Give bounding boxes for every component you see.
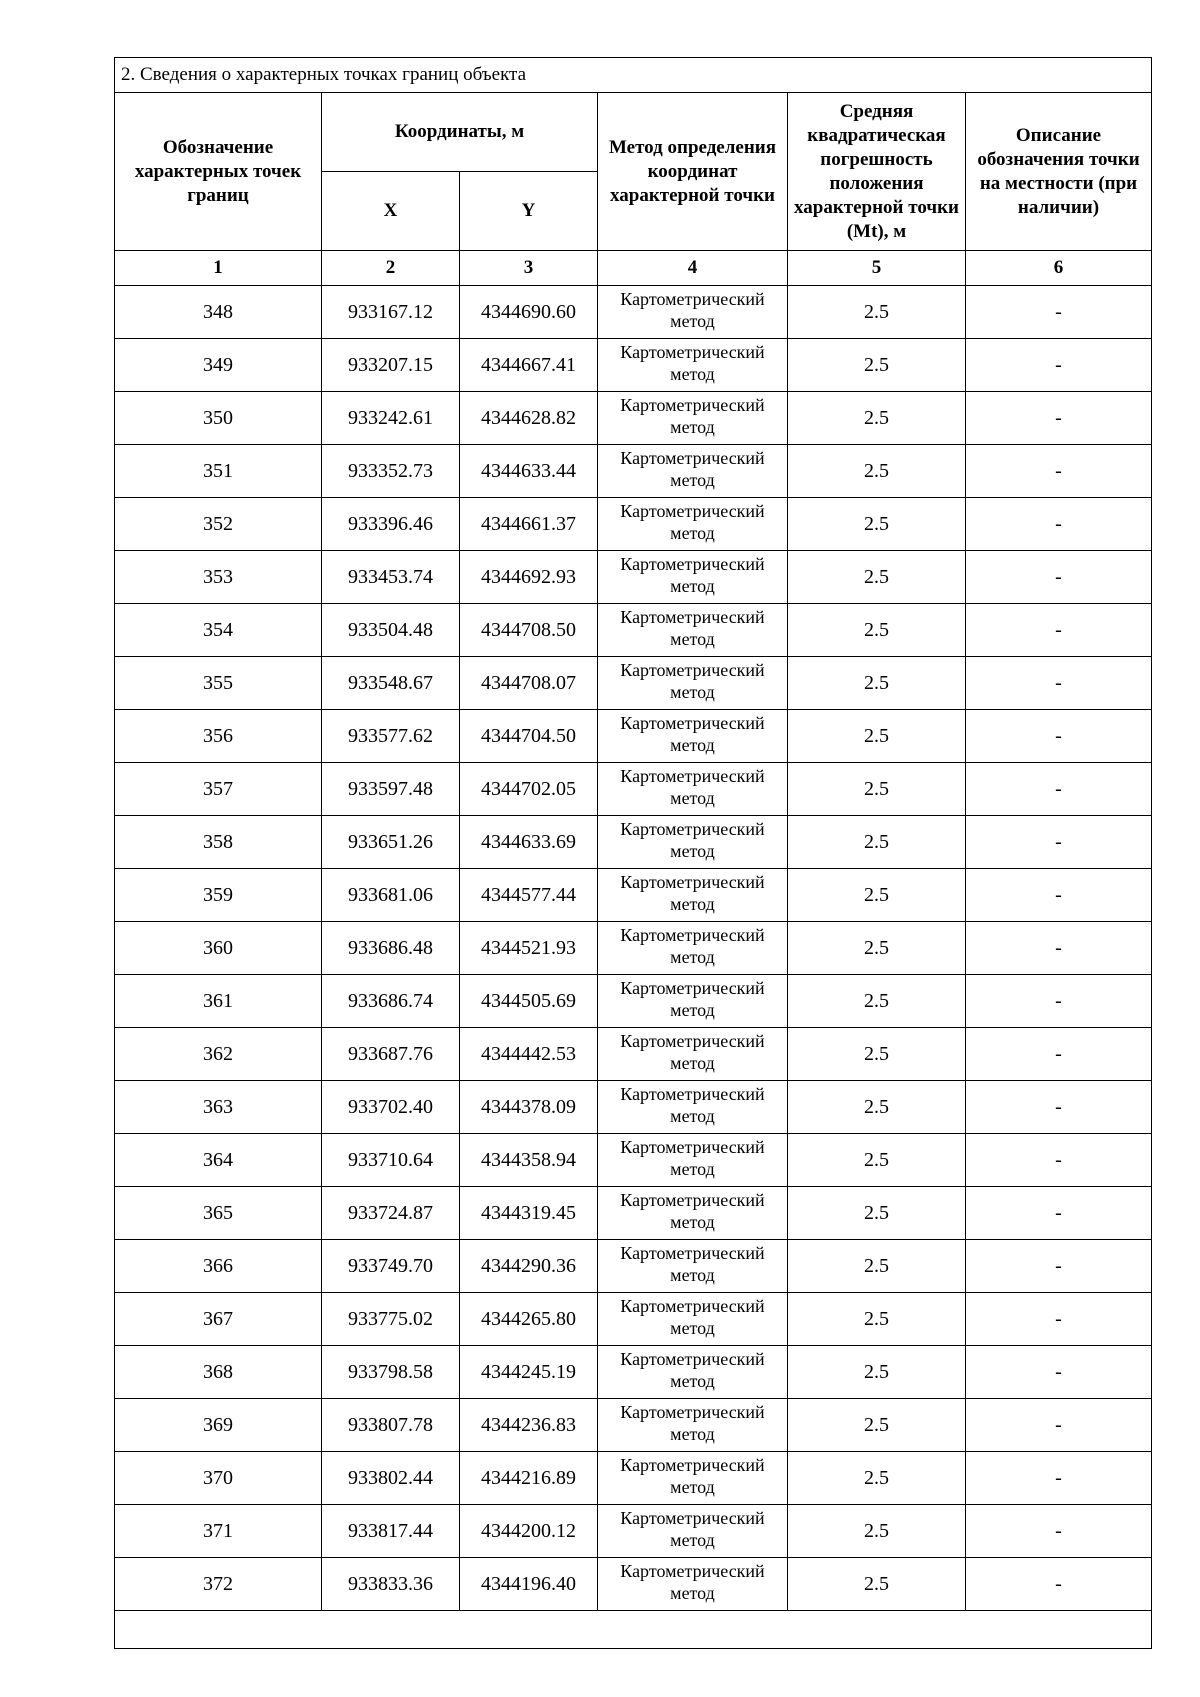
point-id: 367 xyxy=(115,1293,322,1346)
coord-x: 933396.46 xyxy=(322,498,460,551)
method-line-2: метод xyxy=(670,1212,715,1232)
table-row xyxy=(115,922,1152,975)
coord-y: 4344702.05 xyxy=(460,763,598,816)
method-line-1: Картометрический xyxy=(620,1243,765,1263)
table-row xyxy=(115,1240,1152,1293)
mean-error: 2.5 xyxy=(788,710,966,763)
mean-error: 2.5 xyxy=(788,657,966,710)
table-row xyxy=(115,1134,1152,1187)
mean-error: 2.5 xyxy=(788,1134,966,1187)
point-id: 359 xyxy=(115,869,322,922)
mean-error: 2.5 xyxy=(788,1187,966,1240)
point-description: - xyxy=(966,1187,1152,1240)
column-number: 5 xyxy=(788,251,966,286)
coord-y: 4344442.53 xyxy=(460,1028,598,1081)
coord-y: 4344704.50 xyxy=(460,710,598,763)
table-row xyxy=(115,551,1152,604)
method xyxy=(598,551,788,604)
point-description: - xyxy=(966,657,1152,710)
point-id: 363 xyxy=(115,1081,322,1134)
point-id: 358 xyxy=(115,816,322,869)
point-description: - xyxy=(966,1240,1152,1293)
point-description: - xyxy=(966,816,1152,869)
mean-error: 2.5 xyxy=(788,1505,966,1558)
coord-x: 933724.87 xyxy=(322,1187,460,1240)
point-id: 362 xyxy=(115,1028,322,1081)
mean-error: 2.5 xyxy=(788,1346,966,1399)
point-id: 348 xyxy=(115,286,322,339)
point-id: 372 xyxy=(115,1558,322,1611)
coord-y: 4344633.44 xyxy=(460,445,598,498)
method xyxy=(598,869,788,922)
method xyxy=(598,1399,788,1452)
coord-y: 4344577.44 xyxy=(460,869,598,922)
method-line-2: метод xyxy=(670,947,715,967)
mean-error: 2.5 xyxy=(788,1399,966,1452)
method-line-2: метод xyxy=(670,470,715,490)
method-line-1: Картометрический xyxy=(620,342,765,362)
point-description: - xyxy=(966,763,1152,816)
coord-x: 933548.67 xyxy=(322,657,460,710)
method xyxy=(598,1240,788,1293)
method-line-2: метод xyxy=(670,735,715,755)
point-id: 352 xyxy=(115,498,322,551)
empty-row xyxy=(115,1611,1152,1649)
method xyxy=(598,286,788,339)
coord-y: 4344692.93 xyxy=(460,551,598,604)
method xyxy=(598,1558,788,1611)
header-method: Метод определения координат характерной точки xyxy=(598,93,788,251)
mean-error: 2.5 xyxy=(788,392,966,445)
point-id: 369 xyxy=(115,1399,322,1452)
method-line-1: Картометрический xyxy=(620,978,765,998)
method xyxy=(598,392,788,445)
coord-x: 933352.73 xyxy=(322,445,460,498)
method-line-1: Картометрический xyxy=(620,607,765,627)
method xyxy=(598,1134,788,1187)
mean-error: 2.5 xyxy=(788,869,966,922)
coord-x: 933687.76 xyxy=(322,1028,460,1081)
coord-y: 4344633.69 xyxy=(460,816,598,869)
coord-y: 4344521.93 xyxy=(460,922,598,975)
coord-y: 4344245.19 xyxy=(460,1346,598,1399)
method xyxy=(598,1187,788,1240)
method xyxy=(598,498,788,551)
table-row xyxy=(115,657,1152,710)
table-row xyxy=(115,286,1152,339)
table-row xyxy=(115,1187,1152,1240)
point-id: 361 xyxy=(115,975,322,1028)
point-description: - xyxy=(966,1081,1152,1134)
coord-x: 933802.44 xyxy=(322,1452,460,1505)
coord-x: 933817.44 xyxy=(322,1505,460,1558)
method xyxy=(598,710,788,763)
method-line-1: Картометрический xyxy=(620,448,765,468)
point-id: 368 xyxy=(115,1346,322,1399)
method-line-1: Картометрический xyxy=(620,713,765,733)
table-row xyxy=(115,339,1152,392)
method xyxy=(598,339,788,392)
point-description: - xyxy=(966,498,1152,551)
coord-y: 4344628.82 xyxy=(460,392,598,445)
header-y: Y xyxy=(460,172,598,251)
mean-error: 2.5 xyxy=(788,1558,966,1611)
point-description: - xyxy=(966,975,1152,1028)
table-row xyxy=(115,1505,1152,1558)
point-description: - xyxy=(966,922,1152,975)
method xyxy=(598,1505,788,1558)
method-line-2: метод xyxy=(670,1371,715,1391)
coord-x: 933710.64 xyxy=(322,1134,460,1187)
coord-y: 4344319.45 xyxy=(460,1187,598,1240)
method-line-1: Картометрический xyxy=(620,660,765,680)
table-row xyxy=(115,1452,1152,1505)
point-description: - xyxy=(966,1399,1152,1452)
coord-x: 933702.40 xyxy=(322,1081,460,1134)
coord-y: 4344196.40 xyxy=(460,1558,598,1611)
point-id: 354 xyxy=(115,604,322,657)
method-line-1: Картометрический xyxy=(620,1137,765,1157)
point-description: - xyxy=(966,445,1152,498)
coord-y: 4344265.80 xyxy=(460,1293,598,1346)
method-line-1: Картометрический xyxy=(620,766,765,786)
method-line-2: метод xyxy=(670,1583,715,1603)
method-line-1: Картометрический xyxy=(620,819,765,839)
method-line-2: метод xyxy=(670,576,715,596)
method xyxy=(598,1452,788,1505)
mean-error: 2.5 xyxy=(788,604,966,657)
table-row xyxy=(115,763,1152,816)
table-row xyxy=(115,1028,1152,1081)
method-line-1: Картометрический xyxy=(620,1031,765,1051)
method-line-2: метод xyxy=(670,364,715,384)
section-title: 2. Сведения о характерных точках границ объекта xyxy=(115,58,1152,93)
point-id: 371 xyxy=(115,1505,322,1558)
method-line-2: метод xyxy=(670,894,715,914)
coord-x: 933597.48 xyxy=(322,763,460,816)
column-number: 1 xyxy=(115,251,322,286)
method-line-1: Картометрический xyxy=(620,1349,765,1369)
point-id: 349 xyxy=(115,339,322,392)
table-row xyxy=(115,1558,1152,1611)
column-number: 2 xyxy=(322,251,460,286)
table-row xyxy=(115,392,1152,445)
method-line-2: метод xyxy=(670,417,715,437)
point-id: 351 xyxy=(115,445,322,498)
method-line-2: метод xyxy=(670,629,715,649)
empty-cell xyxy=(115,1611,1152,1649)
document-page xyxy=(114,57,1151,1649)
point-description: - xyxy=(966,1134,1152,1187)
point-description: - xyxy=(966,604,1152,657)
method-line-1: Картометрический xyxy=(620,1561,765,1581)
table-row xyxy=(115,445,1152,498)
point-description: - xyxy=(966,339,1152,392)
point-id: 365 xyxy=(115,1187,322,1240)
point-description: - xyxy=(966,1505,1152,1558)
table-row xyxy=(115,498,1152,551)
point-id: 350 xyxy=(115,392,322,445)
coord-x: 933207.15 xyxy=(322,339,460,392)
coord-y: 4344661.37 xyxy=(460,498,598,551)
coord-x: 933651.26 xyxy=(322,816,460,869)
method-line-1: Картометрический xyxy=(620,395,765,415)
method xyxy=(598,763,788,816)
point-id: 353 xyxy=(115,551,322,604)
table-row xyxy=(115,1346,1152,1399)
coord-x: 933686.74 xyxy=(322,975,460,1028)
method-line-2: метод xyxy=(670,1053,715,1073)
table-row xyxy=(115,710,1152,763)
method-line-2: метод xyxy=(670,1159,715,1179)
method xyxy=(598,975,788,1028)
coord-x: 933749.70 xyxy=(322,1240,460,1293)
table-row xyxy=(115,975,1152,1028)
coord-y: 4344236.83 xyxy=(460,1399,598,1452)
method-line-2: метод xyxy=(670,841,715,861)
coord-y: 4344358.94 xyxy=(460,1134,598,1187)
method-line-1: Картометрический xyxy=(620,925,765,945)
method xyxy=(598,657,788,710)
coord-y: 4344200.12 xyxy=(460,1505,598,1558)
mean-error: 2.5 xyxy=(788,1028,966,1081)
point-description: - xyxy=(966,1293,1152,1346)
table-row xyxy=(115,869,1152,922)
coord-y: 4344690.60 xyxy=(460,286,598,339)
coord-x: 933798.58 xyxy=(322,1346,460,1399)
method-line-2: метод xyxy=(670,788,715,808)
method-line-1: Картометрический xyxy=(620,501,765,521)
point-description: - xyxy=(966,1346,1152,1399)
point-id: 366 xyxy=(115,1240,322,1293)
method-line-1: Картометрический xyxy=(620,554,765,574)
coord-x: 933242.61 xyxy=(322,392,460,445)
point-description: - xyxy=(966,1452,1152,1505)
point-id: 355 xyxy=(115,657,322,710)
header-description: Описание обозначения точки на местности (при наличии) xyxy=(966,93,1152,251)
point-id: 370 xyxy=(115,1452,322,1505)
table-row xyxy=(115,1293,1152,1346)
coord-y: 4344216.89 xyxy=(460,1452,598,1505)
point-description: - xyxy=(966,392,1152,445)
method xyxy=(598,1081,788,1134)
column-number: 3 xyxy=(460,251,598,286)
method-line-2: метод xyxy=(670,523,715,543)
method-line-1: Картометрический xyxy=(620,1402,765,1422)
point-description: - xyxy=(966,1028,1152,1081)
table-row xyxy=(115,604,1152,657)
coord-x: 933453.74 xyxy=(322,551,460,604)
method-line-2: метод xyxy=(670,1265,715,1285)
mean-error: 2.5 xyxy=(788,445,966,498)
header-coordinates: Координаты, м xyxy=(322,93,598,172)
method-line-1: Картометрический xyxy=(620,1508,765,1528)
point-id: 364 xyxy=(115,1134,322,1187)
coord-y: 4344708.50 xyxy=(460,604,598,657)
point-id: 356 xyxy=(115,710,322,763)
method-line-2: метод xyxy=(670,311,715,331)
coord-y: 4344708.07 xyxy=(460,657,598,710)
coord-x: 933504.48 xyxy=(322,604,460,657)
mean-error: 2.5 xyxy=(788,1293,966,1346)
method xyxy=(598,922,788,975)
header-x: X xyxy=(322,172,460,251)
coord-y: 4344667.41 xyxy=(460,339,598,392)
mean-error: 2.5 xyxy=(788,763,966,816)
method-line-2: метод xyxy=(670,1424,715,1444)
table-row xyxy=(115,1399,1152,1452)
mean-error: 2.5 xyxy=(788,816,966,869)
method xyxy=(598,1346,788,1399)
mean-error: 2.5 xyxy=(788,498,966,551)
method-line-2: метод xyxy=(670,682,715,702)
method-line-2: метод xyxy=(670,1000,715,1020)
point-id: 360 xyxy=(115,922,322,975)
mean-error: 2.5 xyxy=(788,922,966,975)
method-line-1: Картометрический xyxy=(620,1084,765,1104)
method xyxy=(598,604,788,657)
method-line-1: Картометрический xyxy=(620,1190,765,1210)
coord-y: 4344378.09 xyxy=(460,1081,598,1134)
point-description: - xyxy=(966,286,1152,339)
coord-x: 933775.02 xyxy=(322,1293,460,1346)
method-line-2: метод xyxy=(670,1530,715,1550)
column-number: 6 xyxy=(966,251,1152,286)
method-line-2: метод xyxy=(670,1106,715,1126)
mean-error: 2.5 xyxy=(788,1081,966,1134)
method xyxy=(598,816,788,869)
mean-error: 2.5 xyxy=(788,286,966,339)
method xyxy=(598,1293,788,1346)
boundary-points-table xyxy=(114,57,1152,1649)
point-description: - xyxy=(966,710,1152,763)
method-line-2: метод xyxy=(670,1477,715,1497)
mean-error: 2.5 xyxy=(788,1452,966,1505)
method-line-1: Картометрический xyxy=(620,872,765,892)
coord-x: 933807.78 xyxy=(322,1399,460,1452)
header-point-designation: Обозначение характерных точек границ xyxy=(115,93,322,251)
coord-y: 4344505.69 xyxy=(460,975,598,1028)
table-row xyxy=(115,816,1152,869)
header-mean-error: Средняя квадратическая погрешность положения характерной точки (Mt), м xyxy=(788,93,966,251)
coord-x: 933681.06 xyxy=(322,869,460,922)
mean-error: 2.5 xyxy=(788,975,966,1028)
mean-error: 2.5 xyxy=(788,339,966,392)
coord-y: 4344290.36 xyxy=(460,1240,598,1293)
point-description: - xyxy=(966,1558,1152,1611)
point-description: - xyxy=(966,551,1152,604)
coord-x: 933167.12 xyxy=(322,286,460,339)
method-line-1: Картометрический xyxy=(620,1296,765,1316)
coord-x: 933577.62 xyxy=(322,710,460,763)
method-line-2: метод xyxy=(670,1318,715,1338)
point-description: - xyxy=(966,869,1152,922)
column-number: 4 xyxy=(598,251,788,286)
mean-error: 2.5 xyxy=(788,551,966,604)
coord-x: 933686.48 xyxy=(322,922,460,975)
method xyxy=(598,445,788,498)
mean-error: 2.5 xyxy=(788,1240,966,1293)
method xyxy=(598,1028,788,1081)
method-line-1: Картометрический xyxy=(620,1455,765,1475)
point-id: 357 xyxy=(115,763,322,816)
method-line-1: Картометрический xyxy=(620,289,765,309)
coord-x: 933833.36 xyxy=(322,1558,460,1611)
table-row xyxy=(115,1081,1152,1134)
